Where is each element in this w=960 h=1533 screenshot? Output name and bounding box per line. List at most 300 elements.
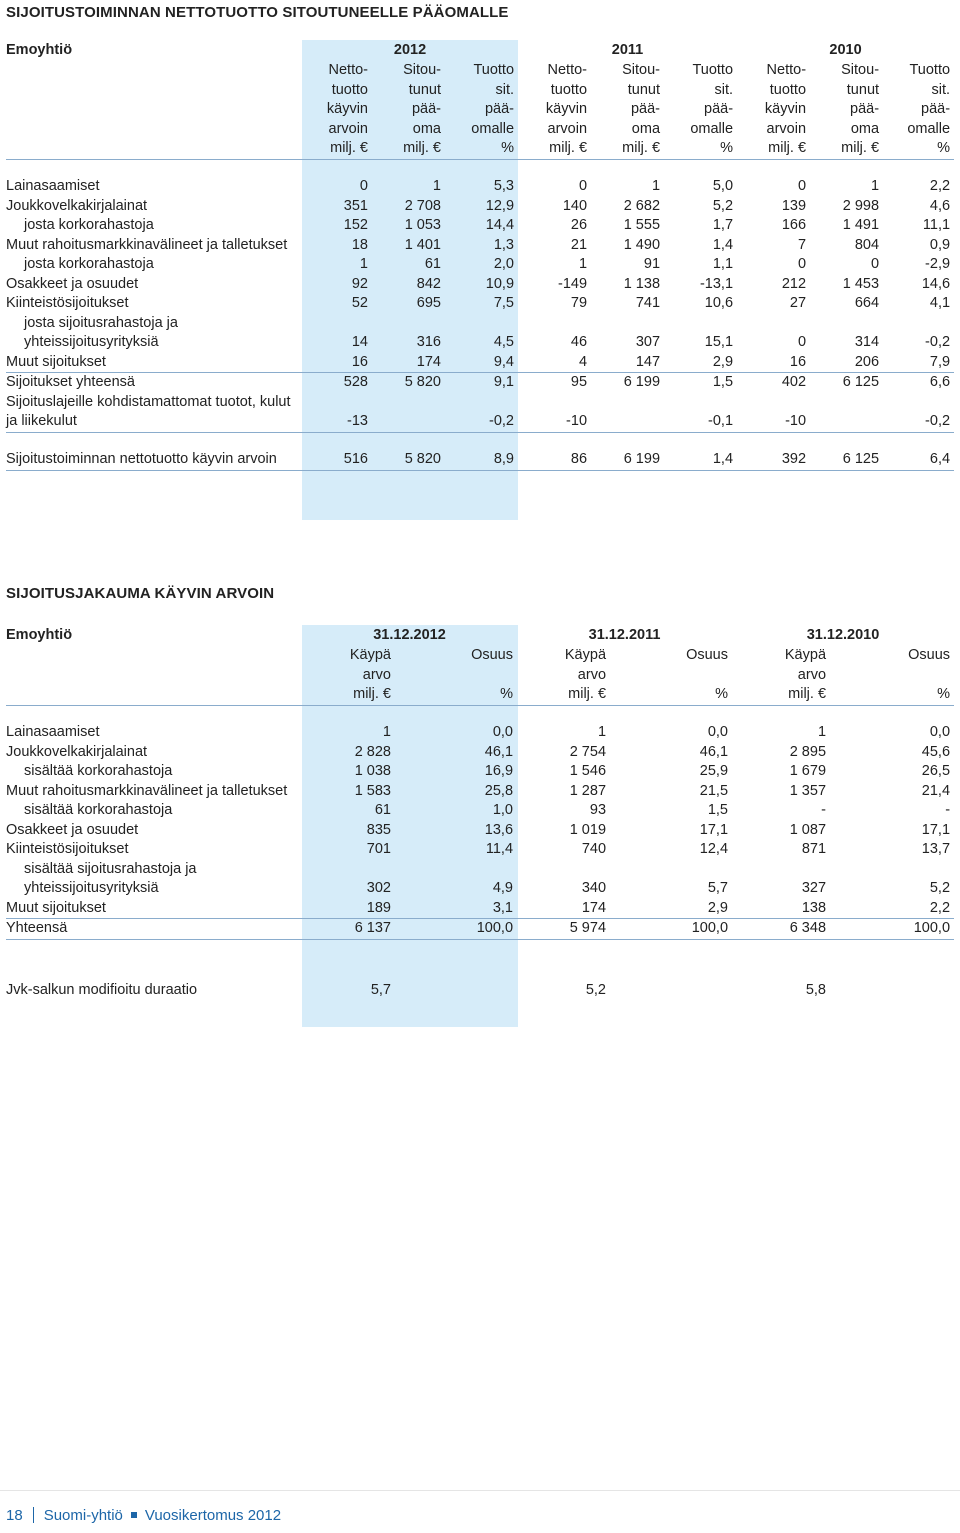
total-row [6, 450, 954, 470]
cell-value: 701 [366, 841, 391, 857]
cell-value: 1 138 [623, 275, 661, 292]
column-header: % [445, 139, 518, 159]
column-header: tuotto [331, 81, 368, 98]
column-header: sit. [931, 81, 951, 98]
cell-value: 842 [416, 275, 441, 292]
cell-value: 0,0 [707, 724, 729, 740]
column-header: Tuotto [473, 62, 515, 78]
cell-value: 21,4 [921, 782, 951, 799]
row-label: Lainasaamiset [6, 724, 100, 740]
row-label: Osakkeet ja osuudet [6, 275, 139, 292]
table-row [6, 743, 954, 763]
column-header: arvo [797, 666, 827, 683]
cell-value: 4,1 [929, 295, 951, 311]
header-spacer [6, 61, 302, 81]
duration-spacer [407, 981, 517, 1001]
column-header: Sitou- [841, 62, 880, 78]
column-header: Netto- [328, 62, 368, 78]
table-row [6, 801, 954, 821]
column-header [842, 666, 954, 686]
cell-value: 6 137 [302, 919, 407, 940]
cell-value: 1 019 [569, 821, 607, 838]
row-label: Muut sijoitukset [6, 899, 302, 919]
cell-value: 26 [570, 217, 588, 233]
cell-value: 10,6 [704, 295, 734, 311]
cell-value: 0,0 [929, 724, 951, 740]
column-header: milj. € [302, 685, 407, 705]
spacer [6, 939, 954, 981]
header-spacer [6, 81, 302, 101]
column-header: käyvin [545, 101, 588, 117]
cell-value: 1 555 [623, 217, 661, 233]
cell-value: 2,2 [929, 178, 951, 194]
column-header: oma [631, 120, 661, 137]
cell-value: 140 [562, 197, 588, 214]
cell-value: 1 [817, 724, 827, 740]
allocation-table [6, 625, 954, 1001]
cell-value: 6 199 [623, 374, 661, 390]
cell-value: 16 [302, 353, 372, 373]
cell-value: 12,4 [699, 841, 729, 857]
cell-value [591, 393, 664, 433]
cell-value: 5,7 [707, 880, 729, 896]
cell-value: 26,5 [921, 763, 951, 779]
cell-value: 46,1 [699, 743, 729, 760]
cell-value: 152 [343, 217, 368, 233]
column-header: käyvin [326, 101, 368, 117]
cell-value: 6 348 [732, 919, 842, 940]
total-value: 6 125 [810, 450, 883, 470]
column-header: omalle [690, 120, 734, 137]
duration-spacer [842, 981, 954, 1001]
cell-value: 7 [797, 236, 807, 253]
duration-value: 5,2 [585, 982, 607, 998]
cell-value: 174 [372, 353, 445, 373]
cell-value: 2 828 [354, 743, 391, 760]
table-row [6, 177, 954, 197]
bullet-square-icon [131, 1512, 137, 1518]
cell-value: 9,1 [493, 374, 515, 390]
row-label: Muut rahoitusmarkkinavälineet ja talletukset [6, 236, 288, 253]
cell-value: 13,6 [484, 821, 514, 838]
cell-value: 1,3 [493, 236, 515, 253]
cell-value: 302 [366, 880, 391, 896]
table-row [6, 294, 954, 314]
cell-value: 1 357 [789, 782, 827, 799]
column-header: omalle [471, 120, 515, 137]
column-header: % [664, 139, 737, 159]
table-row [6, 860, 954, 899]
cell-value: 16 [737, 353, 810, 373]
cell-value: -0,2 [925, 334, 951, 350]
column-header: oma [850, 120, 880, 137]
cell-value: 100,0 [407, 919, 517, 940]
column-header: tunut [846, 81, 880, 98]
row-label: josta korkorahastoja [24, 256, 154, 272]
cell-value: 1,5 [712, 374, 734, 390]
column-header-row [6, 100, 954, 120]
total-value: 1,4 [664, 450, 737, 470]
cell-value: 7,9 [883, 353, 954, 373]
cell-value: 528 [343, 374, 368, 390]
duration-label: Jvk-salkun modifioitu duraatio [6, 982, 198, 998]
row-label: Kiinteistösijoitukset [6, 841, 129, 857]
column-header: omalle [907, 120, 951, 137]
column-header: arvo [577, 666, 607, 683]
column-header: käyvin [764, 101, 807, 117]
cell-value: 11,1 [922, 217, 951, 233]
cell-value: 1,0 [492, 802, 514, 818]
column-header: tuotto [769, 81, 807, 98]
spacer [6, 705, 954, 723]
cell-value: 6 125 [842, 374, 880, 390]
cell-value: 4,5 [493, 334, 515, 350]
cell-value: 12,9 [485, 197, 515, 214]
section1-title: SIJOITUSTOIMINNAN NETTOTUOTTO SITOUTUNEELLE PÄÄOMALLE [6, 4, 509, 21]
cell-value: 21 [570, 236, 588, 253]
cell-value: 871 [801, 841, 827, 857]
column-header: pää- [921, 101, 951, 117]
header-spacer [6, 139, 302, 159]
row-label: Muut rahoitusmarkkinavälineet ja talletukset [6, 782, 288, 799]
column-header: arvo [362, 666, 391, 683]
row-label: Lainasaamiset [6, 178, 100, 194]
cell-value: 314 [854, 334, 880, 350]
cell-value: 1 287 [569, 782, 607, 799]
cell-value: 1 491 [842, 217, 880, 233]
column-header: Sitou- [403, 62, 441, 78]
cell-value: 52 [351, 295, 368, 311]
cell-value: 46 [570, 334, 588, 350]
table-row [6, 275, 954, 295]
cell-value: 402 [781, 374, 807, 390]
column-header: Osuus [471, 647, 514, 663]
table-row [6, 197, 954, 217]
total-value: 392 [737, 450, 810, 470]
row-label: sisältää korkorahastoja [24, 802, 173, 818]
total-value: 6 199 [591, 450, 664, 470]
table-row [6, 723, 954, 743]
cell-value: - [945, 802, 951, 818]
cell-value: 1 038 [354, 763, 391, 779]
total-value: 86 [518, 450, 591, 470]
duration-row [6, 981, 954, 1001]
cell-value: 5,0 [712, 178, 734, 194]
cell-value: 5,2 [929, 880, 951, 896]
cell-value: 9,4 [445, 353, 518, 373]
cell-value: 695 [416, 295, 441, 311]
column-header: Netto- [547, 62, 588, 78]
column-header: % [622, 685, 732, 705]
cell-value: 1 453 [842, 275, 880, 292]
column-header: % [842, 685, 954, 705]
cell-value: 340 [581, 880, 607, 896]
cell-value: 1 401 [404, 236, 441, 253]
total-label: Sijoitustoiminnan nettotuotto käyvin arvoin [6, 450, 302, 470]
cell-value: 5,3 [493, 178, 515, 194]
row-label: Sijoitukset yhteensä [6, 374, 135, 390]
total-value: 5 820 [372, 450, 445, 470]
duration-spacer [622, 981, 732, 1001]
cell-value: 10,9 [485, 275, 515, 292]
cell-value: 351 [343, 197, 368, 214]
table-row [6, 373, 954, 393]
table-row [6, 840, 954, 860]
cell-value: 11,4 [485, 841, 514, 857]
column-header: Käypä [564, 647, 607, 663]
cell-value: 804 [854, 236, 880, 253]
cell-value: 4 [518, 353, 591, 373]
cell-value: -2,9 [925, 256, 951, 272]
year-2011: 2011 [611, 42, 644, 58]
column-header: pää- [704, 101, 734, 117]
cell-value: 139 [781, 197, 807, 214]
row-label: josta korkorahastoja [24, 217, 154, 233]
cell-value: -10 [737, 393, 810, 433]
column-header-row [6, 61, 954, 81]
cell-value: 4,9 [492, 880, 514, 896]
cell-value: -13 [302, 393, 372, 433]
column-header: milj. € [810, 139, 883, 159]
cell-value: 2,9 [664, 353, 737, 373]
cell-value: 740 [581, 841, 607, 857]
cell-value: 25,8 [484, 782, 514, 799]
cell-value: 100,0 [842, 919, 954, 940]
cell-value: 0 [797, 256, 807, 272]
cell-value: 0 [870, 256, 880, 272]
row-label: sisältää sijoitusrahastoja ja yhteissijoitusyrityksiä [24, 860, 197, 896]
table-row [6, 821, 954, 841]
row-label: Osakkeet ja osuudet [6, 821, 139, 838]
column-header: oma [412, 120, 441, 137]
column-header: pää- [484, 101, 515, 117]
header-spacer [6, 666, 302, 686]
column-header: milj. € [737, 139, 810, 159]
year-header-row [6, 40, 954, 61]
cell-value: 2,2 [842, 899, 954, 919]
column-header: Netto- [766, 62, 807, 78]
cell-value: -10 [518, 393, 591, 433]
table-row [6, 393, 954, 433]
cell-value: 1 583 [354, 782, 391, 799]
cell-value: 1 087 [789, 821, 827, 838]
cell-value: 2 998 [842, 197, 880, 214]
cell-value: 17,1 [921, 821, 951, 838]
cell-value: 2,0 [493, 256, 515, 272]
cell-value [372, 393, 445, 433]
cell-value: 45,6 [921, 743, 951, 760]
cell-value: 4,6 [929, 197, 951, 214]
column-header-row [6, 666, 954, 686]
entity-label: Emoyhtiö [6, 627, 73, 643]
year-2012: 2012 [393, 42, 427, 58]
cell-value: 1,4 [712, 236, 734, 253]
cell-value: 0 [359, 178, 368, 194]
row-label: Sijoituslajeille kohdistamattomat tuotot, kulut ja liikekulut [6, 393, 302, 433]
column-header: Sitou- [622, 62, 661, 78]
cell-value: 307 [635, 334, 661, 350]
cell-value: 16,9 [484, 763, 514, 779]
cell-value: 1 [578, 256, 588, 272]
cell-value: 15,1 [704, 334, 734, 350]
cell-value: 189 [302, 899, 407, 919]
column-header: pää- [411, 101, 441, 117]
column-header: pää- [630, 101, 661, 117]
cell-value: 664 [854, 295, 880, 311]
cell-value: 1 [597, 724, 607, 740]
cell-value: 14 [351, 334, 368, 350]
cell-value: -13,1 [699, 275, 734, 292]
date-header: 31.12.2011 [588, 627, 661, 643]
duration-value: 5,8 [805, 982, 827, 998]
date-header: 31.12.2010 [806, 627, 880, 643]
column-header: tunut [627, 81, 661, 98]
cell-value: 1 [870, 178, 880, 194]
cell-value: 14,6 [921, 275, 951, 292]
cell-value: 1,1 [712, 256, 734, 272]
table-row [6, 236, 954, 256]
row-label: Muut sijoitukset [6, 353, 302, 373]
cell-value: 7,5 [493, 295, 515, 311]
total-value: 6,4 [883, 450, 954, 470]
cell-value: 1 [651, 178, 661, 194]
column-header-row [6, 139, 954, 159]
cell-value: 1 490 [623, 236, 661, 253]
cell-value: 327 [801, 880, 827, 896]
cell-value: 92 [351, 275, 368, 292]
table-row [6, 353, 954, 373]
cell-value: 0,0 [492, 724, 514, 740]
table-row [6, 762, 954, 782]
cell-value: 206 [810, 353, 883, 373]
footer-divider [0, 1490, 960, 1491]
row-label: sisältää korkorahastoja [24, 763, 173, 779]
column-header: Tuotto [909, 62, 951, 78]
cell-value: 2 682 [623, 197, 661, 214]
cell-value: 2 708 [404, 197, 441, 214]
cell-value: 1,5 [707, 802, 729, 818]
cell-value: 5 820 [404, 374, 441, 390]
duration-value: 5,7 [370, 982, 391, 998]
column-header: milj. € [732, 685, 842, 705]
table-row [6, 782, 954, 802]
header-spacer [6, 646, 302, 666]
row-label: Joukkovelkakirjalainat [6, 743, 148, 760]
column-header: Käypä [349, 647, 391, 663]
cell-value: 2 895 [789, 743, 827, 760]
cell-value: 1 [382, 724, 391, 740]
column-header: Osuus [908, 647, 951, 663]
cell-value [810, 393, 883, 433]
cell-value: 21,5 [699, 782, 729, 799]
spacer-row [6, 939, 954, 981]
cell-value: 5,2 [712, 197, 734, 214]
column-header: tunut [408, 81, 441, 98]
row-label: josta sijoitusrahastoja ja yhteissijoitusyrityksiä [24, 314, 178, 350]
cell-value: 2 754 [569, 743, 607, 760]
cell-value: 14,4 [485, 217, 515, 233]
entity-label: Emoyhtiö [6, 42, 73, 58]
table-row [6, 255, 954, 275]
cell-value: 835 [366, 821, 391, 838]
spacer [6, 432, 954, 450]
spacer-row [6, 159, 954, 177]
header-spacer [6, 100, 302, 120]
cell-value: 5 974 [517, 919, 622, 940]
column-header: % [407, 685, 517, 705]
cell-value: 46,1 [484, 743, 514, 760]
net-return-table [6, 40, 954, 471]
cell-value: 0 [797, 178, 807, 194]
cell-value: 3,1 [407, 899, 517, 919]
column-header: Tuotto [692, 62, 734, 78]
cell-value: 0,9 [929, 236, 951, 253]
column-header: Käypä [784, 647, 827, 663]
report-name: Vuosikertomus 2012 [144, 1507, 282, 1524]
row-label: Joukkovelkakirjalainat [6, 197, 148, 214]
cell-value: 61 [374, 802, 391, 818]
cell-value: 1 679 [789, 763, 827, 779]
cell-value: 1 546 [569, 763, 607, 779]
page-footer [6, 1507, 281, 1524]
header-spacer [6, 120, 302, 140]
cell-value: -0,2 [445, 393, 518, 433]
total-value: 8,9 [445, 450, 518, 470]
header-spacer [6, 685, 302, 705]
column-header: milj. € [302, 139, 372, 159]
cell-value: 61 [424, 256, 441, 272]
cell-value: 147 [591, 353, 664, 373]
section2-title: SIJOITUSJAKAUMA KÄYVIN ARVOIN [6, 585, 275, 602]
column-header: arvoin [328, 120, 368, 137]
cell-value: 741 [635, 295, 661, 311]
cell-value: 18 [351, 236, 368, 253]
column-header: arvoin [547, 120, 588, 137]
date-header: 31.12.2012 [373, 627, 446, 643]
cell-value: - [821, 802, 827, 818]
page-number: 18 [6, 1507, 23, 1524]
column-header-row [6, 685, 954, 705]
column-header [407, 666, 517, 686]
cell-value: 0 [578, 178, 588, 194]
column-header: sit. [714, 81, 734, 98]
cell-value: 212 [781, 275, 807, 292]
column-header: tuotto [550, 81, 588, 98]
cell-value: 79 [570, 295, 588, 311]
spacer-row [6, 432, 954, 450]
cell-value: 2,9 [622, 899, 732, 919]
cell-value: 138 [732, 899, 842, 919]
cell-value: 1 [432, 178, 441, 194]
cell-value: 166 [781, 217, 807, 233]
cell-value: -149 [557, 275, 588, 292]
cell-value: 91 [643, 256, 661, 272]
table-row [6, 919, 954, 940]
spacer [6, 159, 954, 177]
cell-value: 1 053 [404, 217, 441, 233]
column-header: arvoin [766, 120, 807, 137]
column-header-row [6, 646, 954, 666]
column-header [622, 666, 732, 686]
cell-value: 25,9 [699, 763, 729, 779]
table-row [6, 899, 954, 919]
column-header: milj. € [517, 685, 622, 705]
table-row [6, 314, 954, 353]
date-header-row [6, 625, 954, 646]
cell-value: 100,0 [622, 919, 732, 940]
column-header: milj. € [372, 139, 445, 159]
column-header-row [6, 120, 954, 140]
